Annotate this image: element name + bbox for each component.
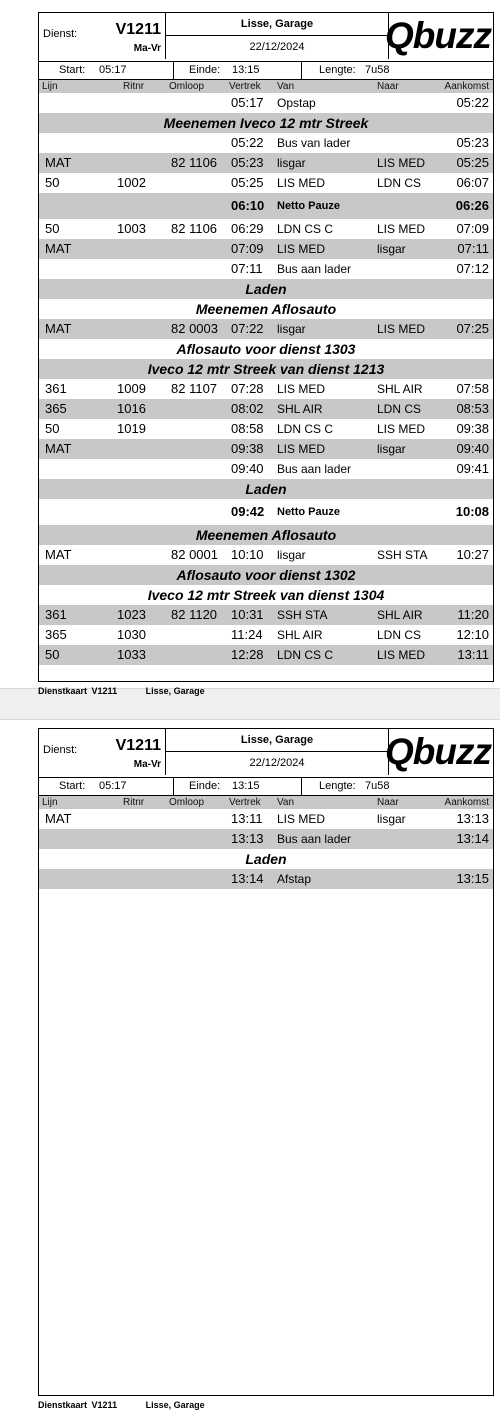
cell-vertrek: 09:40 [231,461,264,476]
cell-aankomst: 13:14 [456,831,489,846]
dienst-code: V1211 [115,21,161,38]
col-lijn: Lijn [42,797,58,808]
divider [301,778,302,795]
section-label: Aflosauto voor dienst 1302 [39,565,493,585]
column-headers [39,796,493,809]
cell-van: LDN CS C [277,222,334,236]
table-row [39,173,493,193]
cell-naar: LIS MED [377,322,426,336]
cell-naar: LDN CS [377,628,422,642]
cell-aankomst: 10:27 [456,547,489,562]
cell-van: lisgar [277,322,306,336]
cell-omloop: 82 1106 [171,155,218,170]
sheet-header [39,729,493,778]
rows-container [39,809,493,889]
section-label: Aflosauto voor dienst 1303 [176,341,356,357]
cell-vertrek: 05:17 [231,95,264,110]
cell-aankomst: 07:11 [457,241,489,256]
start-label: Start: [59,64,86,76]
cell-vertrek: 07:28 [231,381,264,396]
pause-row [39,193,493,219]
cell-vertrek: 10:31 [231,607,264,622]
footer-page-1 [38,686,205,696]
cell-aankomst: 09:38 [456,421,489,436]
lengte-value: 7u58 [365,780,390,792]
cell-vertrek: 07:22 [231,321,264,336]
table-row [39,133,493,153]
col-lijn: Lijn [42,81,58,92]
cell-aankomst: 11:20 [457,607,489,622]
cell-van: LIS MED [277,382,326,396]
table-row [39,869,493,889]
dienst-label: Dienst: [43,744,78,756]
pause-row [39,499,493,525]
cell-naar: LIS MED [377,222,426,236]
cell-naar: LDN CS [377,176,422,190]
cell-naar: LDN CS [377,402,422,416]
cell-vertrek: 12:28 [231,647,264,662]
cell-van: Afstap [277,872,312,886]
cell-vertrek: 10:10 [231,547,264,562]
cell-lijn: MAT [45,321,72,336]
cell-van: LIS MED [277,812,326,826]
col-ritnr: Ritnr [123,797,145,808]
cell-vertrek: 09:42 [231,504,265,519]
cell-lijn: 361 [45,607,67,622]
cell-vertrek: 08:02 [231,401,264,416]
cell-omloop: 82 0003 [171,321,218,336]
location: Lisse, Garage [166,729,388,752]
cell-vertrek: 06:10 [231,198,265,213]
cell-naar: LIS MED [377,156,426,170]
table-row [39,545,493,565]
cell-omloop: 82 0001 [171,547,218,562]
cell-vertrek: 06:29 [231,221,264,236]
cell-van: Bus aan lader [277,832,352,846]
cell-van: LIS MED [277,176,326,190]
cell-van: Opstap [277,96,316,110]
cell-naar: SSH STA [377,548,428,562]
cell-lijn: MAT [45,441,72,456]
cell-aankomst: 07:09 [456,221,489,236]
einde-time: 13:15 [232,64,260,76]
col-aankomst: Aankomst [444,81,489,92]
dienst-box [39,13,166,59]
cell-naar: lisgar [377,812,406,826]
col-ritnr: Ritnr [123,81,145,92]
cell-lijn: 50 [45,221,60,236]
table-row [39,399,493,419]
cell-aankomst: 07:12 [456,261,489,276]
table-row [39,239,493,259]
table-row [39,259,493,279]
cell-vertrek: 08:58 [231,421,264,436]
col-vertrek: Vertrek [229,81,261,92]
table-row [39,605,493,625]
cell-omloop: 82 1120 [171,607,218,622]
cell-vertrek: 13:13 [231,831,264,846]
section-label: Meenemen Aflosauto [195,301,337,317]
column-headers [39,80,493,93]
cell-ritnr: 1016 [117,401,146,416]
cell-naar: LIS MED [377,422,426,436]
table-row [39,219,493,239]
col-omloop: Omloop [169,81,205,92]
cell-aankomst: 05:22 [456,95,489,110]
sheet-header [39,13,493,62]
cell-aankomst: 05:25 [456,155,489,170]
cell-lijn: 50 [45,175,60,190]
cell-ritnr: 1009 [117,381,146,396]
table-row [39,829,493,849]
cell-van: Bus van lader [277,136,351,150]
cell-vertrek: 05:23 [231,155,264,170]
cell-van: lisgar [277,156,306,170]
cell-van: LDN CS C [277,648,334,662]
cell-vertrek: 11:24 [231,627,263,642]
sheet-page-1 [38,12,494,682]
cell-ritnr: 1003 [117,221,146,236]
col-vertrek: Vertrek [229,797,261,808]
cell-ritnr: 1019 [117,421,146,436]
cell-lijn: MAT [45,811,72,826]
cell-van: LDN CS C [277,422,334,436]
start-time: 05:17 [99,780,127,792]
section-label: Meenemen Iveco 12 mtr Streek [39,113,493,133]
cell-aankomst: 07:25 [456,321,489,336]
einde-time: 13:15 [232,780,260,792]
section-label: Iveco 12 mtr Streek van dienst 1213 [39,359,493,379]
table-row [39,153,493,173]
cell-lijn: 50 [45,647,60,662]
cell-ritnr: 1033 [117,647,146,662]
cell-aankomst: 13:15 [456,871,489,886]
cell-aankomst: 13:11 [457,647,489,662]
start-label: Start: [59,780,86,792]
cell-aankomst: 09:41 [456,461,489,476]
cell-aankomst: 05:23 [456,135,489,150]
cell-van: Netto Pauze [277,506,340,518]
qbuzz-logo: Qbuzz [385,731,491,772]
logo-box [385,729,495,775]
footer-title: Dienstkaart [38,686,88,696]
cell-naar: lisgar [377,242,406,256]
table-row [39,93,493,113]
table-row [39,459,493,479]
cell-aankomst: 10:08 [455,504,489,519]
qbuzz-logo: Qbuzz [385,15,491,56]
cell-ritnr: 1023 [117,607,146,622]
cell-lijn: 361 [45,381,67,396]
lengte-label: Lengte: [319,780,356,792]
cell-aankomst: 13:13 [456,811,489,826]
cell-van: Netto Pauze [277,200,340,212]
cell-naar: LIS MED [377,648,426,662]
cell-van: LIS MED [277,442,326,456]
cell-vertrek: 13:11 [231,811,263,826]
cell-aankomst: 09:40 [456,441,489,456]
divider [173,778,174,795]
cell-ritnr: 1002 [117,175,146,190]
cell-van: SHL AIR [277,628,323,642]
cell-van: Bus aan lader [277,262,352,276]
cell-van: SSH STA [277,608,328,622]
cell-vertrek: 07:09 [231,241,264,256]
dienst-code: V1211 [115,737,161,754]
dienst-box [39,729,166,775]
footer-code: V1211 [91,686,118,696]
logo-box [385,13,495,59]
cell-vertrek: 09:38 [231,441,264,456]
cell-omloop: 82 1106 [171,221,218,236]
lengte-value: 7u58 [365,64,390,76]
table-row [39,439,493,459]
footer-location: Lisse, Garage [145,686,205,696]
einde-label: Einde: [189,780,221,792]
cell-naar: SHL AIR [377,608,423,622]
col-aankomst: Aankomst [444,797,489,808]
section-label: Laden [39,479,493,499]
footer-code: V1211 [91,1400,118,1410]
start-time: 05:17 [99,64,127,76]
sheet-page-2 [38,728,494,1396]
section-label: Laden [245,851,287,867]
cell-vertrek: 05:22 [231,135,264,150]
section-label: Laden [39,279,493,299]
einde-label: Einde: [189,64,221,76]
table-row [39,379,493,399]
col-naar: Naar [377,797,399,808]
footer-title: Dienstkaart [38,1400,88,1410]
col-omloop: Omloop [169,797,205,808]
cell-vertrek: 13:14 [231,871,264,886]
cell-aankomst: 12:10 [456,627,489,642]
cell-omloop: 82 1107 [171,381,218,396]
cell-aankomst: 06:26 [455,198,489,213]
divider [173,62,174,79]
cell-lijn: 365 [45,627,67,642]
cell-naar: SHL AIR [377,382,423,396]
times-bar [39,778,493,796]
cell-naar: lisgar [377,442,406,456]
col-van: Van [277,797,295,808]
date: 22/12/2024 [249,41,305,53]
section-label: Meenemen Aflosauto [39,525,493,545]
section-label: Iveco 12 mtr Streek van dienst 1304 [147,587,385,603]
cell-lijn: 50 [45,421,60,436]
cell-aankomst: 06:07 [456,175,489,190]
table-row [39,319,493,339]
cell-lijn: MAT [45,547,72,562]
cell-lijn: MAT [45,241,72,256]
cell-aankomst: 08:53 [456,401,489,416]
cell-lijn: MAT [45,155,72,170]
cell-van: Bus aan lader [277,462,352,476]
rows-container [39,93,493,665]
lengte-label: Lengte: [319,64,356,76]
col-van: Van [277,81,295,92]
dienst-days: Ma-Vr [133,759,161,770]
location: Lisse, Garage [166,13,388,36]
cell-van: lisgar [277,548,306,562]
dienst-label: Dienst: [43,28,78,40]
table-row [39,419,493,439]
cell-van: LIS MED [277,242,326,256]
divider [301,62,302,79]
date: 22/12/2024 [249,757,305,769]
table-row [39,645,493,665]
cell-aankomst: 07:58 [456,381,489,396]
cell-lijn: 365 [45,401,67,416]
table-row [39,809,493,829]
cell-vertrek: 05:25 [231,175,264,190]
dienst-days: Ma-Vr [133,43,161,54]
col-naar: Naar [377,81,399,92]
footer-location: Lisse, Garage [145,1400,205,1410]
cell-vertrek: 07:11 [231,261,263,276]
times-bar [39,62,493,80]
cell-ritnr: 1030 [117,627,146,642]
footer-page-2 [38,1400,205,1410]
cell-van: SHL AIR [277,402,323,416]
table-row [39,625,493,645]
